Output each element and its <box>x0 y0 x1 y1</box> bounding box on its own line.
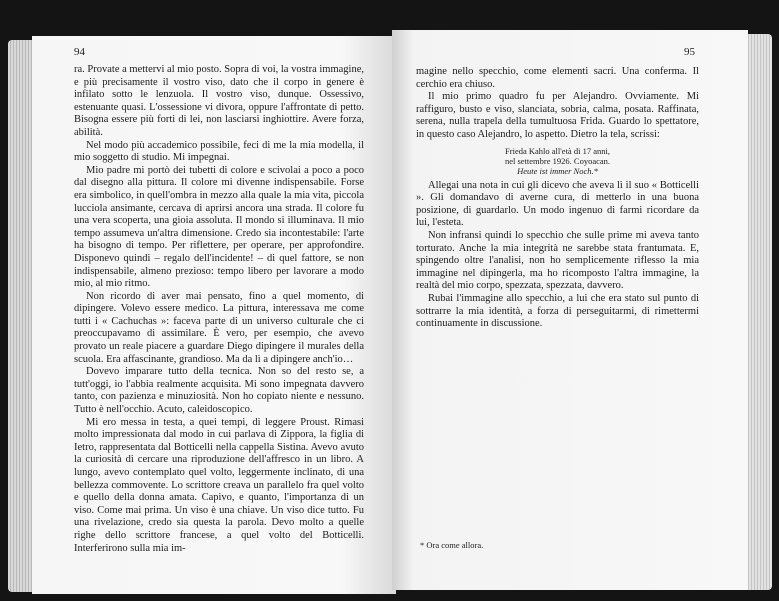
painting-inscription <box>416 146 699 176</box>
left-page-number: 94 <box>74 46 85 58</box>
paragraph: Non ricordo di aver mai pensato, fino a quel momento, di dipingere. Volevo essere medico. La pittura, interessava me come tutti i « Cachuchas »: faceva parte di un universo culturale che ci preoccupavamo di assimilare. È vero, per esempio, che avevo provato un reale piacere a guardare Diego dipingere il murales della scuola. Era affascinante, grandioso. Ma da lì a dipingere anch'io… <box>74 290 364 365</box>
footnote: * Ora come allora. <box>420 540 484 550</box>
left-page-text <box>74 64 364 555</box>
paragraph: Allegai una nota in cui gli dicevo che aveva lì il suo « Botticelli ». Gli domandavo di averne cura, di metterlo in una buona posizione, di guardarlo. Un modo ingenuo di farmi ricordare da lui, l'esteta. <box>416 179 699 229</box>
paragraph: magine nello specchio, come elementi sacri. Una conferma. Il cerchio era chiuso. <box>416 66 699 90</box>
right-page-text <box>416 66 699 331</box>
inscription-line: Frieda Kahlo all'età di 17 anni, <box>505 145 610 156</box>
paragraph: ra. Provate a mettervi al mio posto. Sopra di voi, la vostra immagine, e più precisamente il vostro viso, dato che il corpo in genere è infilato sotto le lenzuola. Il vostro viso, dunque. Ossessivo, estenuante quasi. L'ossessione vi divora, oppure l'affrontate di petto. Bisogna essere più forti di lei, non lasciarsi inghiottire. Avere forza, abilità. <box>74 64 364 138</box>
inscription-line: nel settembre 1926. Coyoacan. <box>504 155 611 166</box>
paragraph: Il mio primo quadro fu per Alejandro. Ovviamente. Mi raffiguro, busto e viso, slanciata, sobria, calma, posata. Raffinata, serena, nulla trapela della tumultuosa Frida. Guardo lo spettatore, in questo caso Alejandro, lo aspetto. Dietro la tela, scrissi: <box>416 91 699 140</box>
paragraph: Non infransi quindi lo specchio che sulle prime mi aveva tanto torturato. Anche la mia integrità ne sarebbe stata frantumata. E, spingendo oltre l'analisi, non ho semplicemente riflesso la mia immagine nel dipingerla, ma ho ricomposto l'altra immagine, la realtà del mio corpo, spezzata, spezzata, davvero. <box>416 229 699 292</box>
right-page-number: 95 <box>684 46 695 58</box>
paragraph: Mi ero messa in testa, a quei tempi, di leggere Proust. Rimasi molto impressionata dal modo in cui parlava di Zippora, la figlia di Ietro, rappresentata dal Botticelli nella cappella Sistina. Avevo avuto la curiosità di cercare una riproduzione dell'affresco in un libro. A lungo, avevo contemplato quel volto, leggermente inclinato, di una bellezza commovente. Lo scrittore creava un parallelo fra quel volto e quello della donna amata. Capivo, e quanto, l'importanza di un viso. Come mai prima. Un viso è una chiave. Un viso dice tutto. Fu una rivelazione, credo sia questa la parola. Devo molto a quelle righe dello scrittore francese, a quel volto del Botticelli. Interferirono sulla mia im- <box>74 416 364 554</box>
paragraph: Nel modo più accademico possibile, feci di me la mia modella, il mio soggetto di studio. Mi impegnai. <box>74 139 364 164</box>
paragraph: Dovevo imparare tutto della tecnica. Non so del resto se, a tutt'oggi, io l'abbia realmente acquisita. Mi sono impegnata davvero tanto, con pazienza e minuziosità. Non ho copiato niente e nessuno. Tutto è nell'occhio. Acuto, caleidoscopico. <box>74 366 364 416</box>
paragraph: Mio padre mi portò dei tubetti di colore e scivolai a poco a poco dal disegno alla pittura. Il colore mi divenne indispensabile. Forse era simbolico, in quell'ombra in mezzo alla quale la mia vita, piccola lucciola ansimante, cercava di aprirsi ancora una strada. Il colore fu una vera scoperta, una gioia assoluta. Il mondo si illuminava. Il mio tempo assumeva un'altra dimensione. Credo sia incontestabile: l'arte ha bisogno di tempo. Per riflettere, per operare, per approfondire. Disponevo quindi – regalo dell'incidente! – di quel fattore, se non indispensabile, almeno prezioso: tempo libero per lavorare a modo mio, al mio ritmo. <box>74 164 364 290</box>
inscription-line: Heute ist immer Noch.* <box>517 165 598 176</box>
paragraph: Rubai l'immagine allo specchio, a lui che era stato sul punto di sottrarre la mia identità, a forza di perseguitarmi, di rimettermi continuamente in discussione. <box>416 292 699 330</box>
